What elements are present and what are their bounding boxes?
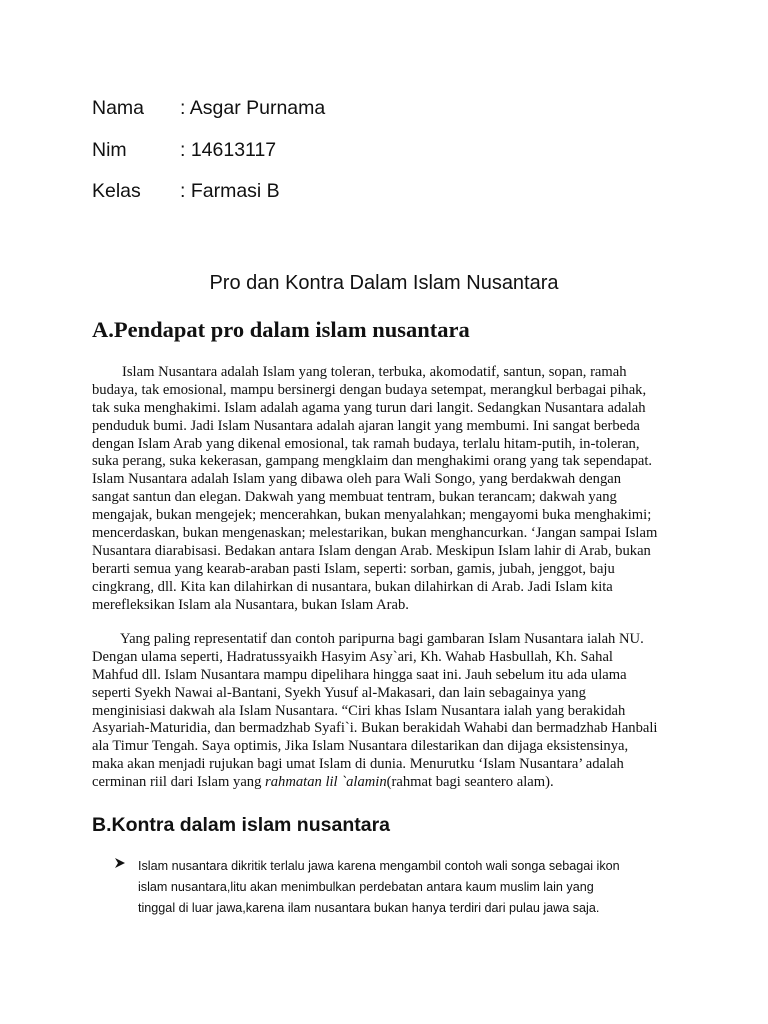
paragraph-line: Islam Nusantara adalah Islam yang dibawa oleh para Wali Songo, yang berdakwah dengan (92, 471, 622, 488)
paragraph-line: maka akan menjadi rujukan bagi umat Islam di dunia. Menurutku ‘Islam Nusantara’ adalah (92, 756, 624, 773)
paragraph-line: tak suka menghakimi. Islam adalah agama yang turun dari langit. Sedangkan Nusantara adalah (92, 399, 646, 416)
paragraph-2 (92, 631, 682, 792)
info-value: : 14613117 (180, 139, 277, 161)
paragraph-line: budaya, tak emosional, mampu bersinergi dengan budaya setempat, merangkul berbagai pihak, (92, 381, 647, 398)
paragraph-line: cingkrang, dll. Kita kan dilahirkan di nusantara, bukan dilahirkan di Arab. Jadi Islam kita (92, 578, 613, 595)
paragraph-line-last (92, 774, 682, 792)
document-title: Pro dan Kontra Dalam Islam Nusantara (209, 272, 559, 294)
paragraph-line: Dengan ulama seperti, Hadratussyaikh Hasyim Asy`ari, Kh. Wahab Hasbullah, Kh. Sahal (92, 648, 613, 665)
paragraph-line: sangat santun dan elegan. Dakwah yang membuat tentram, bukan terancam; dakwah yang (92, 489, 617, 506)
bullet-line: tinggal di luar jawa,karena ilam nusantara bukan hanya terdiri dari pulau jawa saja. (138, 901, 600, 915)
paragraph-line: penduduk bumi. Jadi Islam Nusantara adalah ajaran langit yang membumi. Ini sangat berbeda (92, 417, 640, 434)
paragraph-line: menginisiasi dakwah ala Islam Nusantara. “Ciri khas Islam Nusantara ialah yang berakidah (92, 702, 626, 719)
bullet-line: Islam nusantara dikritik terlalu jawa karena mengambil contoh wali songa sebagai ikon (138, 859, 620, 873)
bullet-text (138, 853, 620, 921)
section-b-heading: B.Kontra dalam islam nusantara (92, 814, 391, 836)
paragraph-line: merefleksikan Islam ala Nusantara, bukan Islam Arab. (92, 596, 409, 613)
paragraph-line: Islam Nusantara adalah Islam yang toleran, terbuka, akomodatif, santun, sopan, ramah (122, 364, 627, 380)
paragraph-1 (92, 364, 682, 614)
bullet-line: islam nusantara,litu akan menimbulkan perdebatan antara kaum muslim lain yang (138, 880, 594, 894)
info-label: Nama (92, 97, 145, 119)
info-label: Kelas (92, 180, 141, 202)
paragraph-line: seperti Syekh Nawai al-Bantani, Syekh Yusuf al-Makasari, dan lain sebagainya yang (92, 684, 586, 701)
paragraph-line: berarti semua yang kearab-araban pasti Islam, seperti: sorban, gamis, jubah, jenggot, baju (92, 560, 615, 577)
paragraph-line: dengan Islam Arab yang dikenal emosional, tak ramah budaya, terlalu hitam-putih, in-toleran, (92, 435, 640, 452)
paragraph-line: mencerdaskan, bukan mengenaskan; melestarikan, bukan menghancurkan. ‘Jangan sampai Islam (92, 525, 658, 542)
info-value: : Farmasi B (180, 180, 280, 202)
paragraph-line: Yang paling representatif dan contoh paripurna bagi gambaran Islam Nusantara ialah NU. (120, 631, 644, 647)
paragraph-line: suka perang, suka kekerasan, gampang mengklaim dan menghakimi orang yang tak sependapat. (92, 453, 653, 470)
info-row-kelas (92, 179, 280, 203)
paragraph-line: Nusantara diarabisasi. Bedakan antara Islam dengan Arab. Meskipun Islam lahir di Arab, bukan (92, 542, 651, 559)
info-row-nim (92, 138, 276, 162)
paragraph-line: mengajak, bukan mengejek; mencerahkan, bukan menyalahkan; mengayomi buka menghakimi; (92, 507, 652, 524)
arrow-bullet-icon (114, 857, 126, 869)
text-run: (rahmat bagi seantero alam). (386, 774, 554, 791)
section-a-heading: A.Pendapat pro dalam islam nusantara (92, 317, 470, 342)
italic-phrase: rahmatan lil `alamin (265, 774, 387, 791)
info-value: : Asgar Purnama (180, 97, 326, 119)
paragraph-line: Mahfud dll. Islam Nusantara mampu dipelihara hingga saat ini. Jauh sebelum itu ada ulama (92, 666, 627, 683)
paragraph-line: Asyariah-Maturidia, dan bermadzhab Syafi`i. Bukan berakidah Wahabi dan bermadzhab Hanbali (92, 720, 658, 737)
paragraph-line: ala Timur Tengah. Saya optimis, Jika Islam Nusantara dilestarikan dan dijaga eksistensinya, (92, 738, 629, 755)
info-label: Nim (92, 139, 127, 161)
text-run: cerminan riil dari Islam yang (92, 774, 266, 791)
info-row-nama (92, 96, 325, 120)
